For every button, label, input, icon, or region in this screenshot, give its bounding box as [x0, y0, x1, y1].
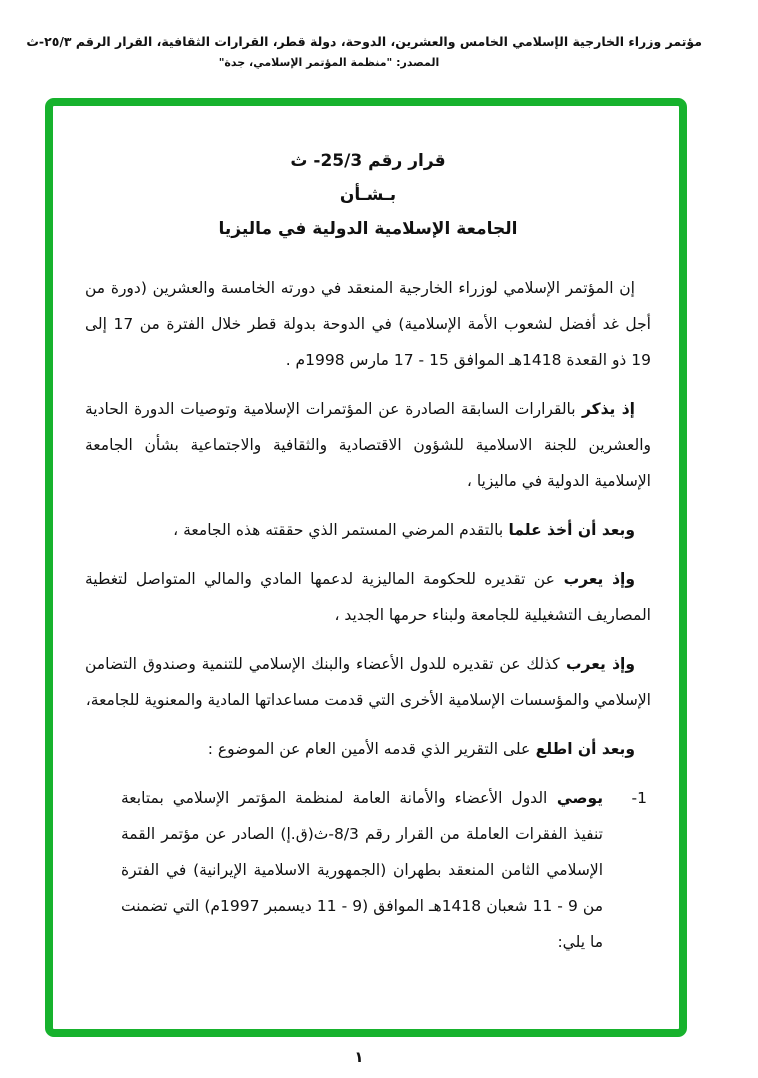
citation-line: مؤتمر وزراء الخارجية الإسلامي الخامس والعشرين، الدوحة، دولة قطر، القرارات الثقافية، القرار الرقم ٢٥/٣-ث — [26, 34, 702, 49]
appreciation-members-paragraph — [85, 646, 651, 718]
paragraph-lead: وإذ يعرب — [559, 655, 635, 673]
resolution-title — [85, 144, 651, 246]
source-line: المصدر: "منظمة المؤتمر الإسلامي، جدة" — [218, 56, 440, 69]
preamble-paragraph — [85, 270, 651, 378]
resolution-number: قرار رقم 25/3- ث — [290, 151, 446, 171]
green-border-frame — [45, 98, 687, 1037]
paragraph-lead: وبعد أن اطلع — [530, 740, 635, 758]
paragraph-text: عن تقديره للحكومة الماليزية لدعمها المادي والمالي المتواصل لتغطية المصاريف التشغيلية للجامعة ولبناء حرمها الجديد ، — [85, 570, 651, 624]
clause-body-text: الدول الأعضاء والأمانة العامة لمنظمة المؤتمر الإسلامي بمتابعة تنفيذ الفقرات العاملة من القرار رقم 8/3-ث(ق.إ) الصادر عن مؤتمر القمة الإسلامي الثامن المنعقد بطهران (الجمهورية الاسلامية الإيرانية) في الفترة من 9 - 11 شعبان 1418هـ الموافق (9 - 11 ديسمبر 1997م) التي تضمنت ما يلي: — [121, 789, 604, 951]
paragraph-lead: وإذ يعرب — [554, 570, 635, 588]
paragraph-text: على التقرير الذي قدمه الأمين العام عن الموضوع : — [207, 740, 531, 758]
paragraph-text: كذلك عن تقديره للدول الأعضاء والبنك الإسلامي للتنمية وصندوق التضامن الإسلامي والمؤسسات الإسلامية الأخرى التي قدمت مساعداتها المادية والمعنوية للجامعة، — [85, 655, 651, 709]
report-paragraph — [85, 731, 651, 767]
resolution-regarding: بـشـأن — [339, 185, 397, 205]
paragraph-text: إن المؤتمر الإسلامي لوزراء الخارجية المنعقد في دورته الخامسة والعشرين (دورة من أجل غد أفضل لشعوب الأمة الإسلامية) في الدوحة بدولة قطر خلال الفترة من 17 إلى 19 ذو القعدة 1418هـ الموافق 15 - 17 مارس 1998م . — [85, 279, 651, 369]
operative-clause-1 — [85, 780, 651, 960]
clause-text — [85, 780, 603, 960]
document-body — [53, 106, 679, 1029]
clause-lead: يوصي — [547, 789, 604, 807]
clause-number: 1- — [631, 789, 647, 807]
paragraph-lead: وبعد أن أخذ علما — [503, 521, 635, 539]
page-number: ١ — [354, 1048, 364, 1066]
resolution-subject: الجامعة الإسلامية الدولية في ماليزيا — [218, 219, 518, 239]
noting-paragraph — [85, 512, 651, 548]
recalling-paragraph — [85, 391, 651, 499]
paragraph-text: بالتقدم المرضي المستمر الذي حققته هذه الجامعة ، — [173, 521, 504, 539]
appreciation-malaysia-paragraph — [85, 561, 651, 633]
paragraph-lead: إذ يذكر — [575, 400, 635, 418]
citation-header — [26, 34, 702, 69]
paragraph-text: بالقرارات السابقة الصادرة عن المؤتمرات الإسلامية وتوصيات الدورة الحادية والعشرين للجنة الاسلامية للشؤون الاقتصادية والثقافية والاجتماعية بشأن الجامعة الإسلامية الدولية في ماليزيا ، — [85, 400, 651, 490]
